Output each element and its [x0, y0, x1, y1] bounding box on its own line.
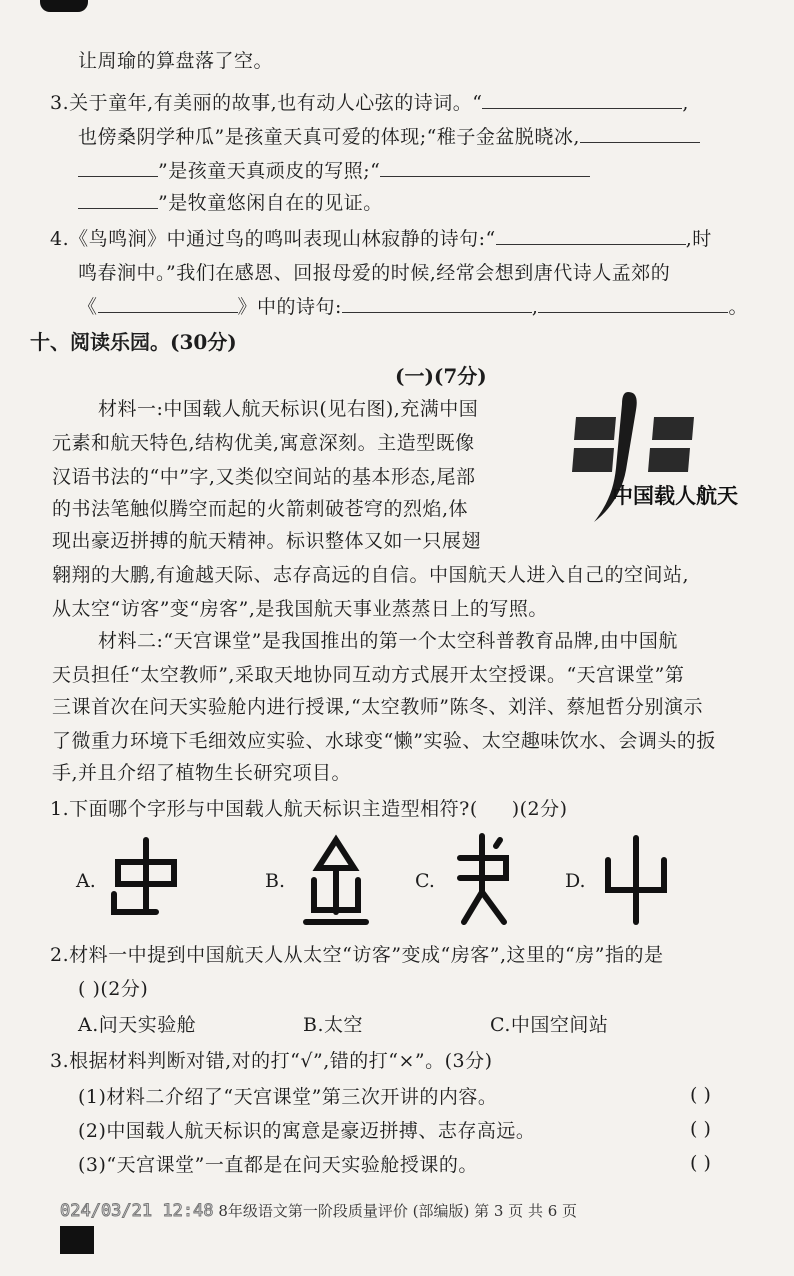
- material-1-line: 现出豪迈拼搏的航天精神。标识整体又如一只展翅: [52, 530, 482, 552]
- section-heading: 十、阅读乐园。(30分): [30, 330, 237, 354]
- material-2-line: 手,并且介绍了植物生长研究项目。: [52, 762, 352, 784]
- q3-item-3: (3)“天宫课堂”一直都是在问天实验舱授课的。: [78, 1154, 478, 1176]
- q3-item-2: (2)中国载人航天标识的寓意是豪迈拼搏、志存高远。: [78, 1120, 536, 1142]
- option-b-label[interactable]: B.: [265, 870, 286, 892]
- option-c-label[interactable]: C.: [415, 870, 435, 892]
- answer-blank[interactable]: [538, 294, 728, 313]
- material-1-line: 材料一:中国载人航天标识(见右图),充满中国: [98, 398, 479, 420]
- answer-blank[interactable]: [78, 158, 158, 177]
- seal-script-zhong-option-b-icon: [296, 832, 376, 927]
- question-3-line: ”是孩童天真顽皮的写照;“: [78, 158, 590, 184]
- seal-script-zhong-option-c-icon: [446, 832, 526, 927]
- material-2-line: 材料二:“天宫课堂”是我国推出的第一个太空科普教育品牌,由中国航: [98, 630, 678, 652]
- question-4-line: 《 》中的诗句: , 。: [78, 296, 748, 318]
- answer-blank[interactable]: [380, 158, 590, 177]
- answer-blank[interactable]: [496, 226, 686, 245]
- material-1-line: 翱翔的大鹏,有逾越天际、志存高远的自信。中国航天人进入自己的空间站,: [52, 564, 690, 586]
- material-1-line: 元素和航天特色,结构优美,寓意深刻。主造型既像: [52, 432, 475, 454]
- material-1-line: 的书法笔触似腾空而起的火箭刺破苍穹的烈焰,体: [52, 498, 469, 520]
- question-3-line: 3.关于童年,有美丽的故事,也有动人心弦的诗词。“ ,: [50, 92, 689, 114]
- option-d-label[interactable]: D.: [565, 870, 586, 892]
- question-3-line: 也傍桑阴学种瓜”是孩童天真可爱的体现;“稚子金盆脱晓冰,: [78, 124, 700, 150]
- answer-blank[interactable]: [580, 124, 700, 143]
- seal-script-zhong-option-d-icon: [596, 832, 676, 927]
- question-2-paren[interactable]: ( )(2分): [78, 978, 149, 1000]
- scan-corner-mark: [60, 1226, 94, 1254]
- answer-blank[interactable]: [78, 190, 158, 209]
- subsection-heading: (一)(7分): [395, 364, 487, 388]
- q2-option-a[interactable]: A.问天实验舱: [78, 1014, 197, 1036]
- option-a-label[interactable]: A.: [76, 870, 96, 892]
- seal-script-zhong-option-a-icon: [106, 832, 186, 927]
- q3-answer-box-1[interactable]: ( ): [690, 1084, 711, 1106]
- answer-blank[interactable]: [98, 294, 238, 313]
- material-2-line: 三课首次在问天实验舱内进行授课,“太空教师”陈冬、刘洋、蔡旭哲分别演示: [52, 696, 703, 718]
- question-4-line: 4.《鸟鸣涧》中通过鸟的鸣叫表现山林寂静的诗句:“ ,时: [50, 228, 712, 250]
- question-2: 2.材料一中提到中国航天人从太空“访客”变成“房客”,这里的“房”指的是: [50, 944, 664, 966]
- logo-caption: 中国载人航天: [612, 484, 738, 508]
- material-2-line: 了微重力环境下毛细效应实验、水球变“懒”实验、太空趣味饮水、会调头的扳: [52, 730, 716, 752]
- question-4-line: 鸣春涧中。”我们在感恩、回报母爱的时候,经常会想到唐代诗人孟郊的: [78, 262, 671, 284]
- text-line: 让周瑜的算盘落了空。: [78, 50, 274, 72]
- question-3: 3.根据材料判断对错,对的打“√”,错的打“×”。(3分): [50, 1050, 493, 1072]
- q3-answer-box-2[interactable]: ( ): [690, 1118, 711, 1140]
- q2-option-b[interactable]: B.太空: [303, 1014, 364, 1036]
- footer-text: 8年级语文第一阶段质量评价 (部编版) 第 3 页 共 6 页: [218, 1202, 578, 1220]
- answer-blank[interactable]: [482, 90, 682, 109]
- answer-blank[interactable]: [342, 294, 532, 313]
- page-footer: [60, 1200, 577, 1221]
- material-1-line: 汉语书法的“中”字,又类似空间站的基本形态,尾部: [52, 466, 476, 488]
- material-1-line: 从太空“访客”变“房客”,是我国航天事业蒸蒸日上的写照。: [52, 598, 548, 620]
- scan-timestamp: 024/03/21 12:48: [60, 1201, 214, 1221]
- scan-corner-mark: [40, 0, 88, 12]
- q2-option-c[interactable]: C.中国空间站: [490, 1014, 609, 1036]
- q3-item-1: (1)材料二介绍了“天宫课堂”第三次开讲的内容。: [78, 1086, 498, 1108]
- material-2-line: 天员担任“太空教师”,采取天地协同互动方式展开太空授课。“天宫课堂”第: [52, 664, 685, 686]
- q3-answer-box-3[interactable]: ( ): [690, 1152, 711, 1174]
- question-3-line: ”是牧童悠闲自在的见证。: [78, 190, 383, 216]
- question-1: 1.下面哪个字形与中国载人航天标识主造型相符?( )(2分): [50, 798, 568, 820]
